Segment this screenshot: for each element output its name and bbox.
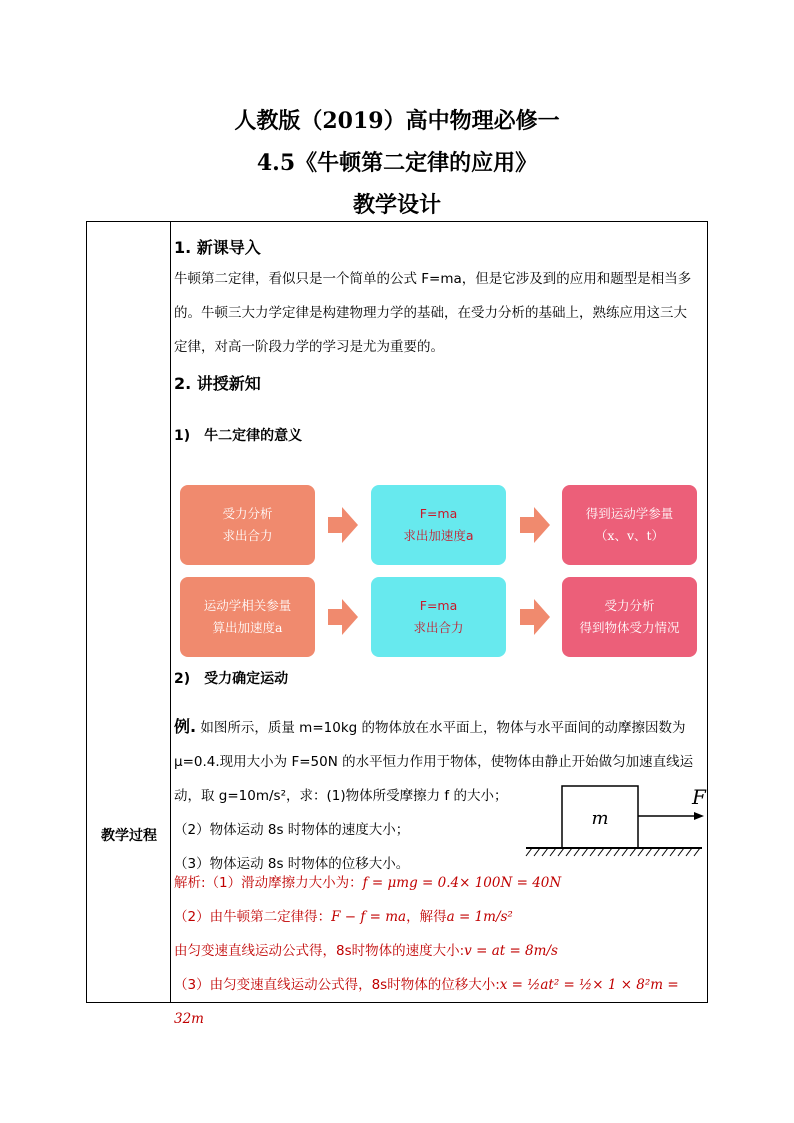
example-question-3: （3）物体运动 8s 时物体的位移大小。 xyxy=(174,856,410,872)
example-line-3: 动，取 g=10m/s²，求：(1)物体所受摩擦力 f 的大小； xyxy=(174,788,508,804)
flow-box-newton-law-2 xyxy=(371,577,506,657)
subsection-meaning: 1) 牛二定律的意义 xyxy=(174,428,303,444)
example-line-2: μ=0.4.现用大小为 F=50N 的水平恒力作用于物体，使物体由静止开始做匀加速直线运 xyxy=(174,754,694,770)
solution-math: F − f = ma xyxy=(331,909,407,925)
document-title: 人教版（2019）高中物理必修一 xyxy=(234,108,560,134)
flow-box-newton-law xyxy=(371,485,506,565)
example-text: 如图所示，质量 m=10kg 的物体放在水平面上，物体与水平面间的动摩擦因数为 xyxy=(196,720,686,736)
solution-math: f = μmg = 0.4× 100N = 40N xyxy=(362,875,562,891)
example-question-2: （2）物体运动 8s 时物体的速度大小； xyxy=(174,822,410,838)
subsection-force-motion: 2) 受力确定运动 xyxy=(174,671,289,687)
solution-line-2 xyxy=(174,900,702,934)
section-heading-new-knowledge: 2. 讲授新知 xyxy=(174,374,261,393)
intro-line-2: 的。牛顿三大力学定律是构建物理力学的基础，在受力分析的基础上，熟练应用这三大 xyxy=(174,305,687,321)
solution-line-3 xyxy=(174,934,702,968)
example-line-1 xyxy=(174,710,702,745)
solution-text: （3）由匀变速直线运动公式得，8s时物体的位移大小: xyxy=(174,977,500,993)
lesson-title: 4.5《牛顿第二定律的应用》 xyxy=(256,150,538,176)
flow-text: 算出加速度a xyxy=(212,620,283,635)
solution-text: ，解得 xyxy=(406,909,447,925)
solution-block xyxy=(174,866,702,1036)
flow-text: 求出合力 xyxy=(413,620,464,635)
solution-text: 由匀变速直线运动公式得，8s时物体的速度大小: xyxy=(174,943,465,959)
solution-text: （2）由牛顿第二定律得： xyxy=(174,909,332,925)
solution-text: 解析:（1）滑动摩擦力大小为： xyxy=(174,875,363,891)
solution-math: x = ½at² = ½× 1 × 8²m = 32m xyxy=(174,977,679,1027)
force-label: F xyxy=(692,785,706,809)
document-subtitle: 教学设计 xyxy=(352,192,441,218)
intro-line-3: 定律，对高一阶段力学的学习是尤为重要的。 xyxy=(174,339,444,355)
flow-text: 受力分析 xyxy=(604,598,655,613)
flow-box-force-result xyxy=(562,577,697,657)
solution-math: a = 1m/s² xyxy=(446,909,513,925)
flow-text: F=ma xyxy=(419,598,458,613)
flow-text: 求出加速度a xyxy=(403,528,474,543)
arrow-right-icon xyxy=(520,507,550,543)
flow-text: 求出合力 xyxy=(222,528,273,543)
flow-text: （x、v、t） xyxy=(594,528,665,543)
ground-hatching xyxy=(526,848,700,856)
section-heading-intro: 1. 新课导入 xyxy=(174,238,261,257)
example-label: 例. xyxy=(174,717,197,736)
solution-math: v = at = 8m/s xyxy=(464,943,558,959)
solution-line-1 xyxy=(174,866,702,900)
flow-text: 得到运动学参量 xyxy=(585,506,674,521)
flow-text: 受力分析 xyxy=(222,506,273,521)
arrow-right-icon xyxy=(328,599,358,635)
block-label: m xyxy=(591,808,609,829)
flow-box-kinematic-params xyxy=(180,577,315,657)
flow-text: F=ma xyxy=(419,506,458,521)
flow-box-force-analysis xyxy=(180,485,315,565)
table-left-cell xyxy=(87,222,171,1002)
force-arrow-head xyxy=(694,812,704,820)
flow-text: 运动学相关参量 xyxy=(203,598,292,613)
teaching-process-label: 教学过程 xyxy=(101,828,157,844)
arrow-right-icon xyxy=(328,507,358,543)
solution-line-4 xyxy=(174,968,702,1036)
intro-paragraph xyxy=(174,262,702,364)
arrow-right-icon xyxy=(520,599,550,635)
block-force-figure xyxy=(522,782,708,860)
flow-text: 得到物体受力情况 xyxy=(579,620,680,635)
flow-box-kinematics xyxy=(562,485,697,565)
intro-line-1: 牛顿第二定律，看似只是一个简单的公式 F=ma，但是它涉及到的应用和题型是相当多 xyxy=(174,271,692,287)
